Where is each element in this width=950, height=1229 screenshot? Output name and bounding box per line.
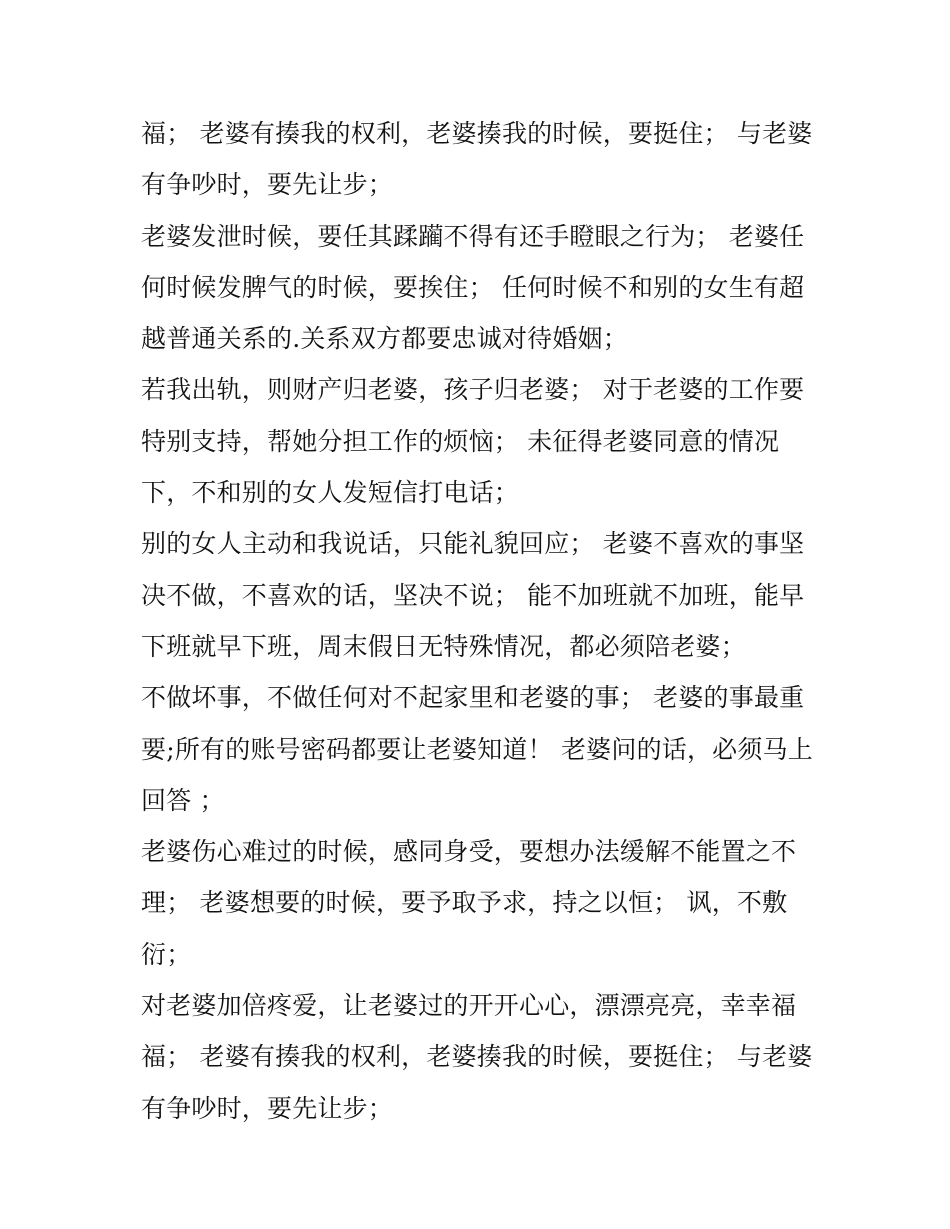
text-line: 对老婆加倍疼爱，让老婆过的开开心心，漂漂亮亮，幸幸福	[141, 991, 797, 1021]
text-line: 下，不和别的女人发短信打电话；	[141, 478, 520, 508]
text-line: 越普通关系的.关系双方都要忠诚对待婚姻；	[141, 324, 628, 354]
text-line: 若我出轨，则财产归老婆，孩子归老婆； 对于老婆的工作要	[141, 375, 805, 405]
text-line: 福； 老婆有揍我的权利，老婆揍我的时候，要挺住； 与老婆	[141, 1042, 813, 1072]
text-line: 回答 ；	[141, 785, 225, 815]
document-body	[141, 108, 831, 1134]
text-line: 别的女人主动和我说话，只能礼貌回应； 老婆不喜欢的事坚	[141, 529, 805, 559]
text-line: 何时候发脾气的时候，要挨住； 任何时候不和别的女生有超	[141, 272, 805, 302]
text-line: 老婆伤心难过的时候，感同身受，要想办法缓解不能置之不	[141, 837, 797, 867]
text-line: 下班就早下班，周末假日无特殊情况，都必须陪老婆；	[141, 631, 746, 661]
text-line: 福； 老婆有揍我的权利，老婆揍我的时候，要挺住； 与老婆	[141, 119, 813, 148]
text-line: 要;所有的账号密码都要让老婆知道！ 老婆问的话，必须马上	[141, 734, 813, 764]
text-line: 老婆发泄时候，要任其蹂躏不得有还手瞪眼之行为； 老婆任	[141, 221, 805, 251]
text-line: 不做坏事，不做任何对不起家里和老婆的事； 老婆的事最重	[141, 683, 805, 713]
text-line: 决不做，不喜欢的话，坚决不说； 能不加班就不加班，能早	[141, 580, 805, 610]
text-line: 特别支持，帮她分担工作的烦恼； 未征得老婆同意的情况	[141, 426, 780, 456]
text-line: 理； 老婆想要的时候，要予取予求，持之以恒； 讽，不敷	[141, 888, 788, 918]
text-line: 有争吵时，要先让步；	[141, 1093, 394, 1123]
text-line: 有争吵时，要先让步；	[141, 170, 394, 200]
text-line: 衍；	[141, 939, 192, 969]
